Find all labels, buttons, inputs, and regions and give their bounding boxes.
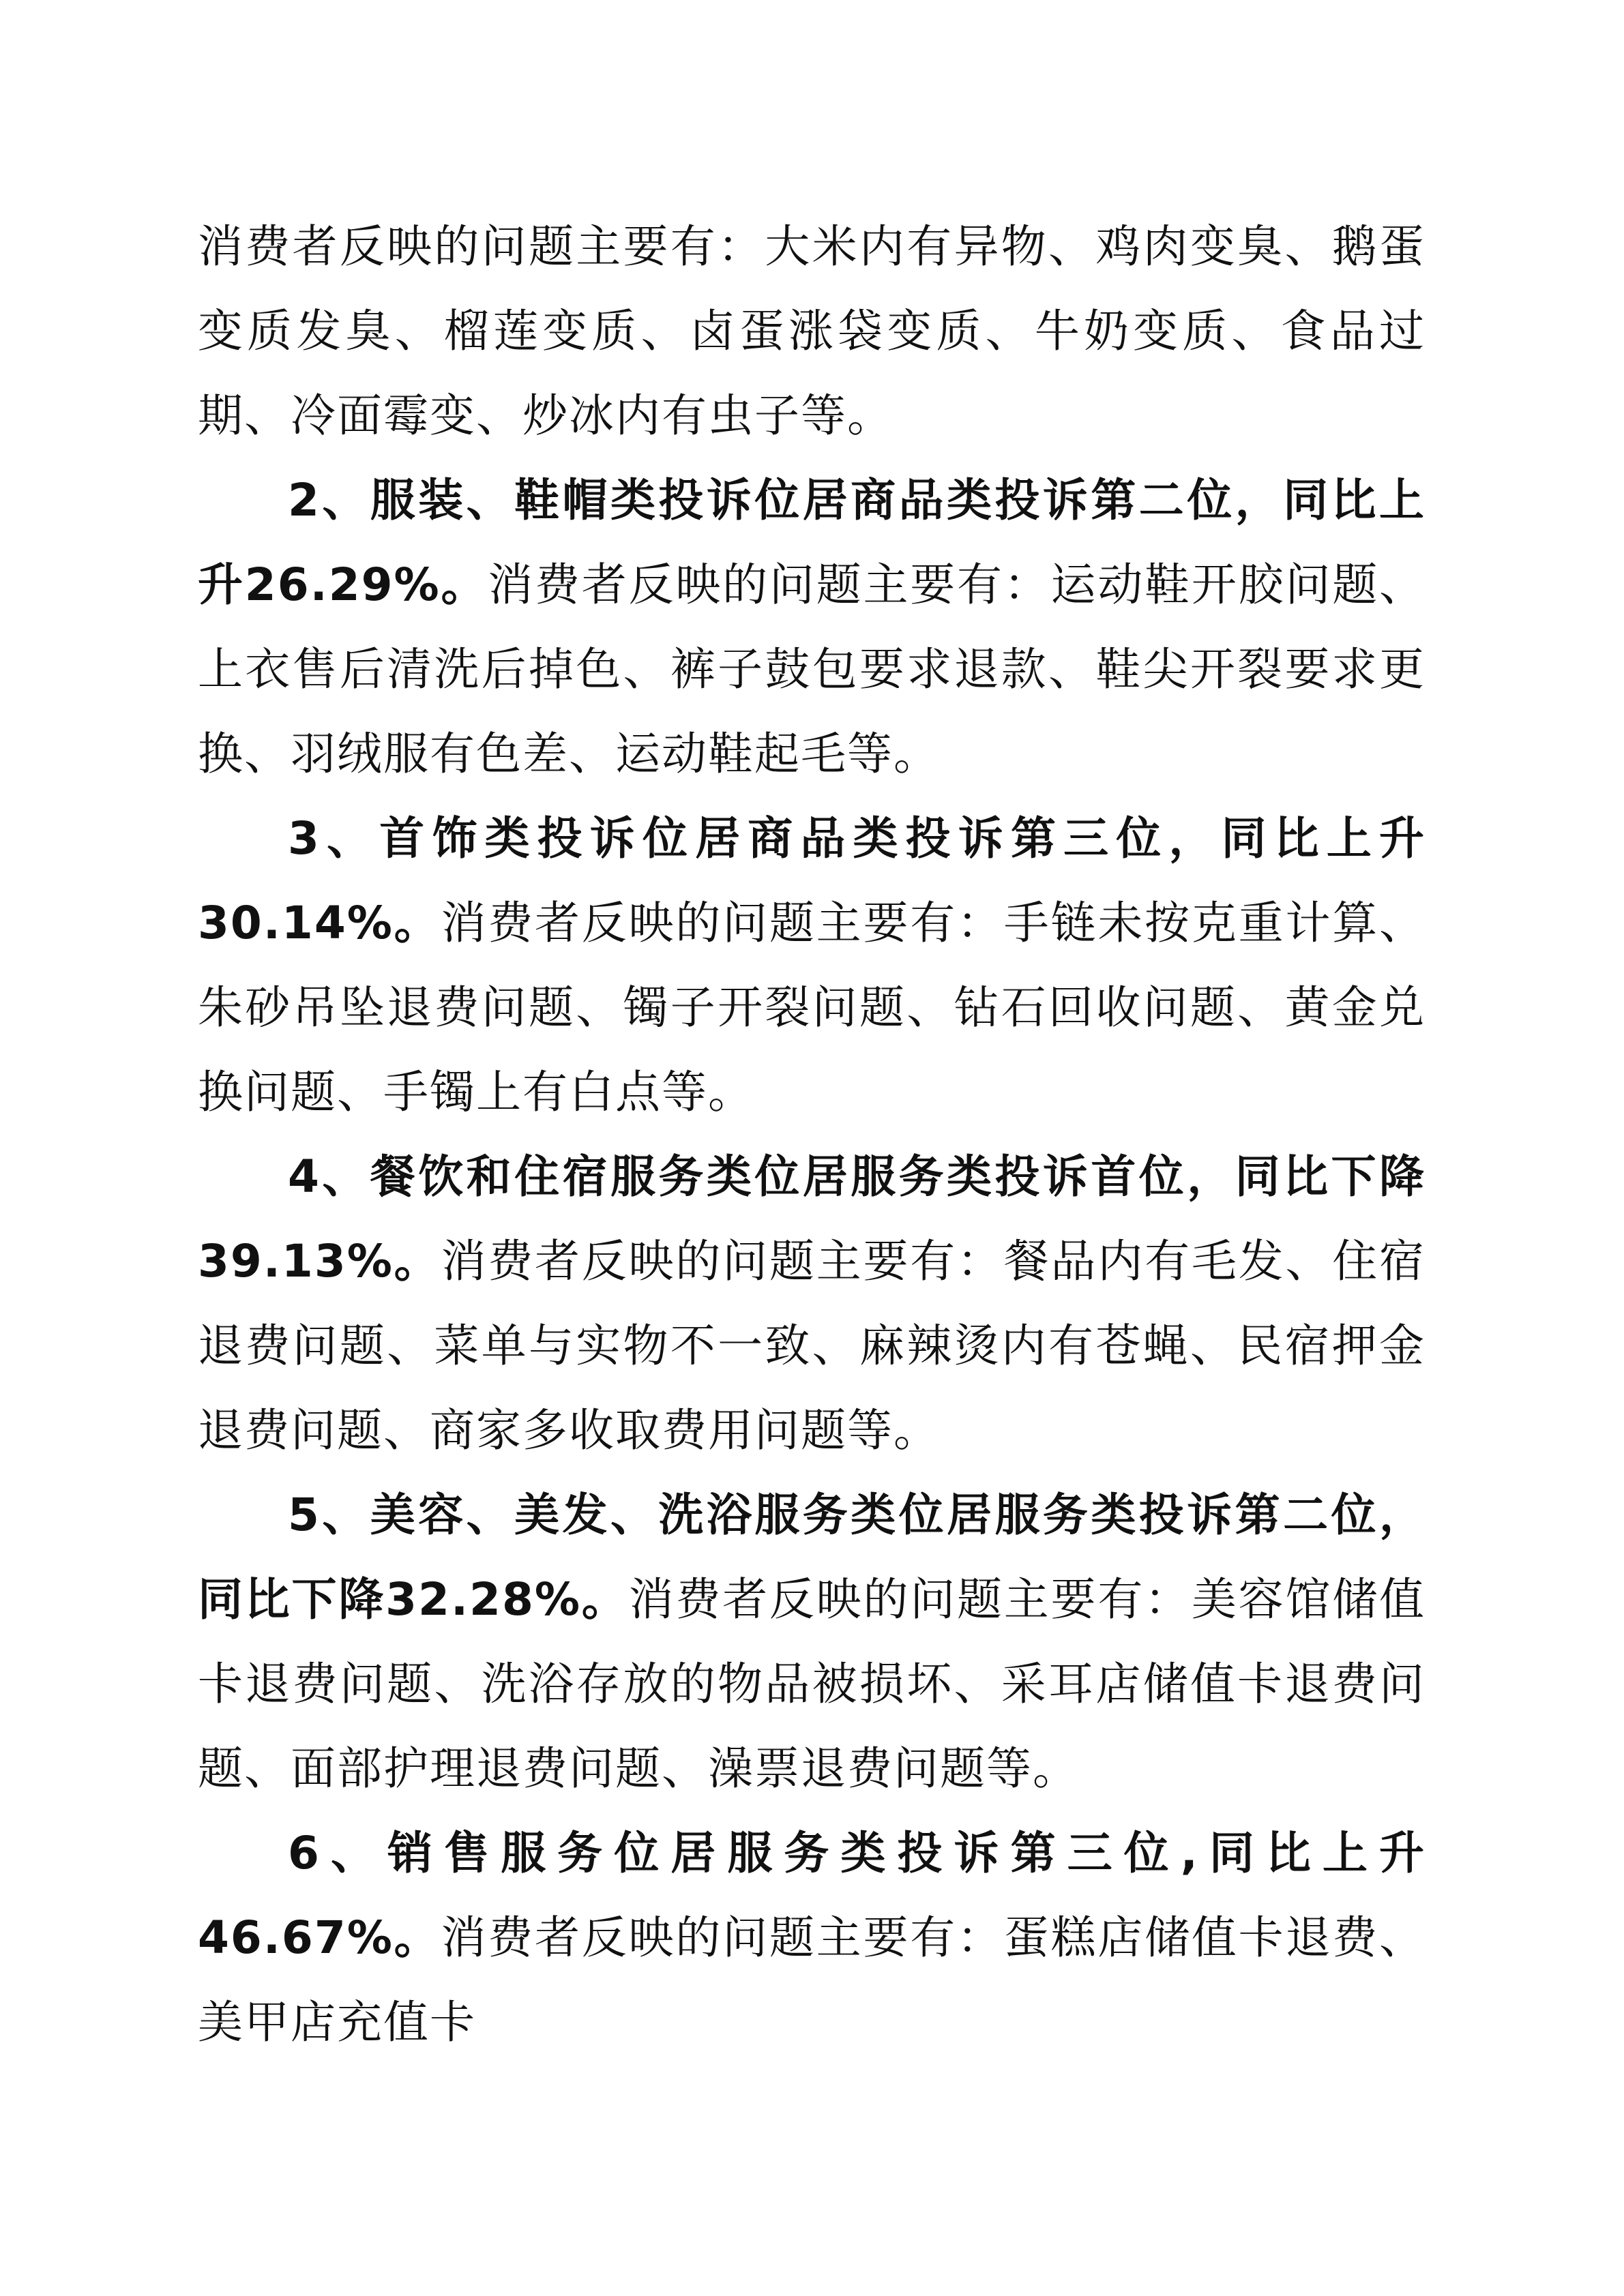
paragraph-food-issues [198, 205, 1426, 458]
paragraph-heading: 3、首饰类投诉位居商品类投诉第三位，同比上升30.14%。 [198, 812, 1426, 949]
paragraph-body: 消费者反映的问题主要有：蛋糕店储值卡退费、美甲店充值卡 [198, 1911, 1426, 2048]
paragraph-heading: 4、餐饮和住宿服务类位居服务类投诉首位，同比下降39.13%。 [198, 1150, 1426, 1287]
paragraph-body: 消费者反映的问题主要有：大米内有异物、鸡肉变臭、鹅蛋变质发臭、榴莲变质、卤蛋涨袋变质、牛奶变质、食品过期、冷面霉变、炒冰内有虫子等。 [198, 220, 1426, 442]
paragraph-body: 消费者反映的问题主要有：手链未按克重计算、朱砂吊坠退费问题、镯子开裂问题、钻石回收问题、黄金兑换问题、手镯上有白点等。 [198, 897, 1426, 1118]
paragraph-sales-services [198, 1811, 1426, 2065]
paragraph-clothing-footwear [198, 458, 1426, 796]
paragraph-body: 消费者反映的问题主要有：餐品内有毛发、住宿退费问题、菜单与实物不一致、麻辣烫内有苍蝇、民宿押金退费问题、商家多收取费用问题等。 [198, 1235, 1426, 1457]
paragraph-heading: 2、服装、鞋帽类投诉位居商品类投诉第二位，同比上升26.29%。 [198, 474, 1426, 611]
paragraph-catering-lodging [198, 1135, 1426, 1473]
paragraph-body: 消费者反映的问题主要有：美容馆储值卡退费问题、洗浴存放的物品被损坏、采耳店储值卡退费问题、面部护理退费问题、澡票退费问题等。 [198, 1573, 1426, 1795]
paragraph-beauty-bathing [198, 1473, 1426, 1811]
paragraph-heading: 5、美容、美发、洗浴服务类位居服务类投诉第二位，同比下降32.28%。 [198, 1489, 1426, 1626]
paragraph-heading: 6、销售服务位居服务类投诉第三位,同比上升46.67%。 [198, 1827, 1426, 1964]
document-body [198, 205, 1426, 2065]
paragraph-body: 消费者反映的问题主要有：运动鞋开胶问题、上衣售后清洗后掉色、裤子鼓包要求退款、鞋尖开裂要求更换、羽绒服有色差、运动鞋起毛等。 [198, 558, 1426, 780]
paragraph-jewelry [198, 796, 1426, 1135]
